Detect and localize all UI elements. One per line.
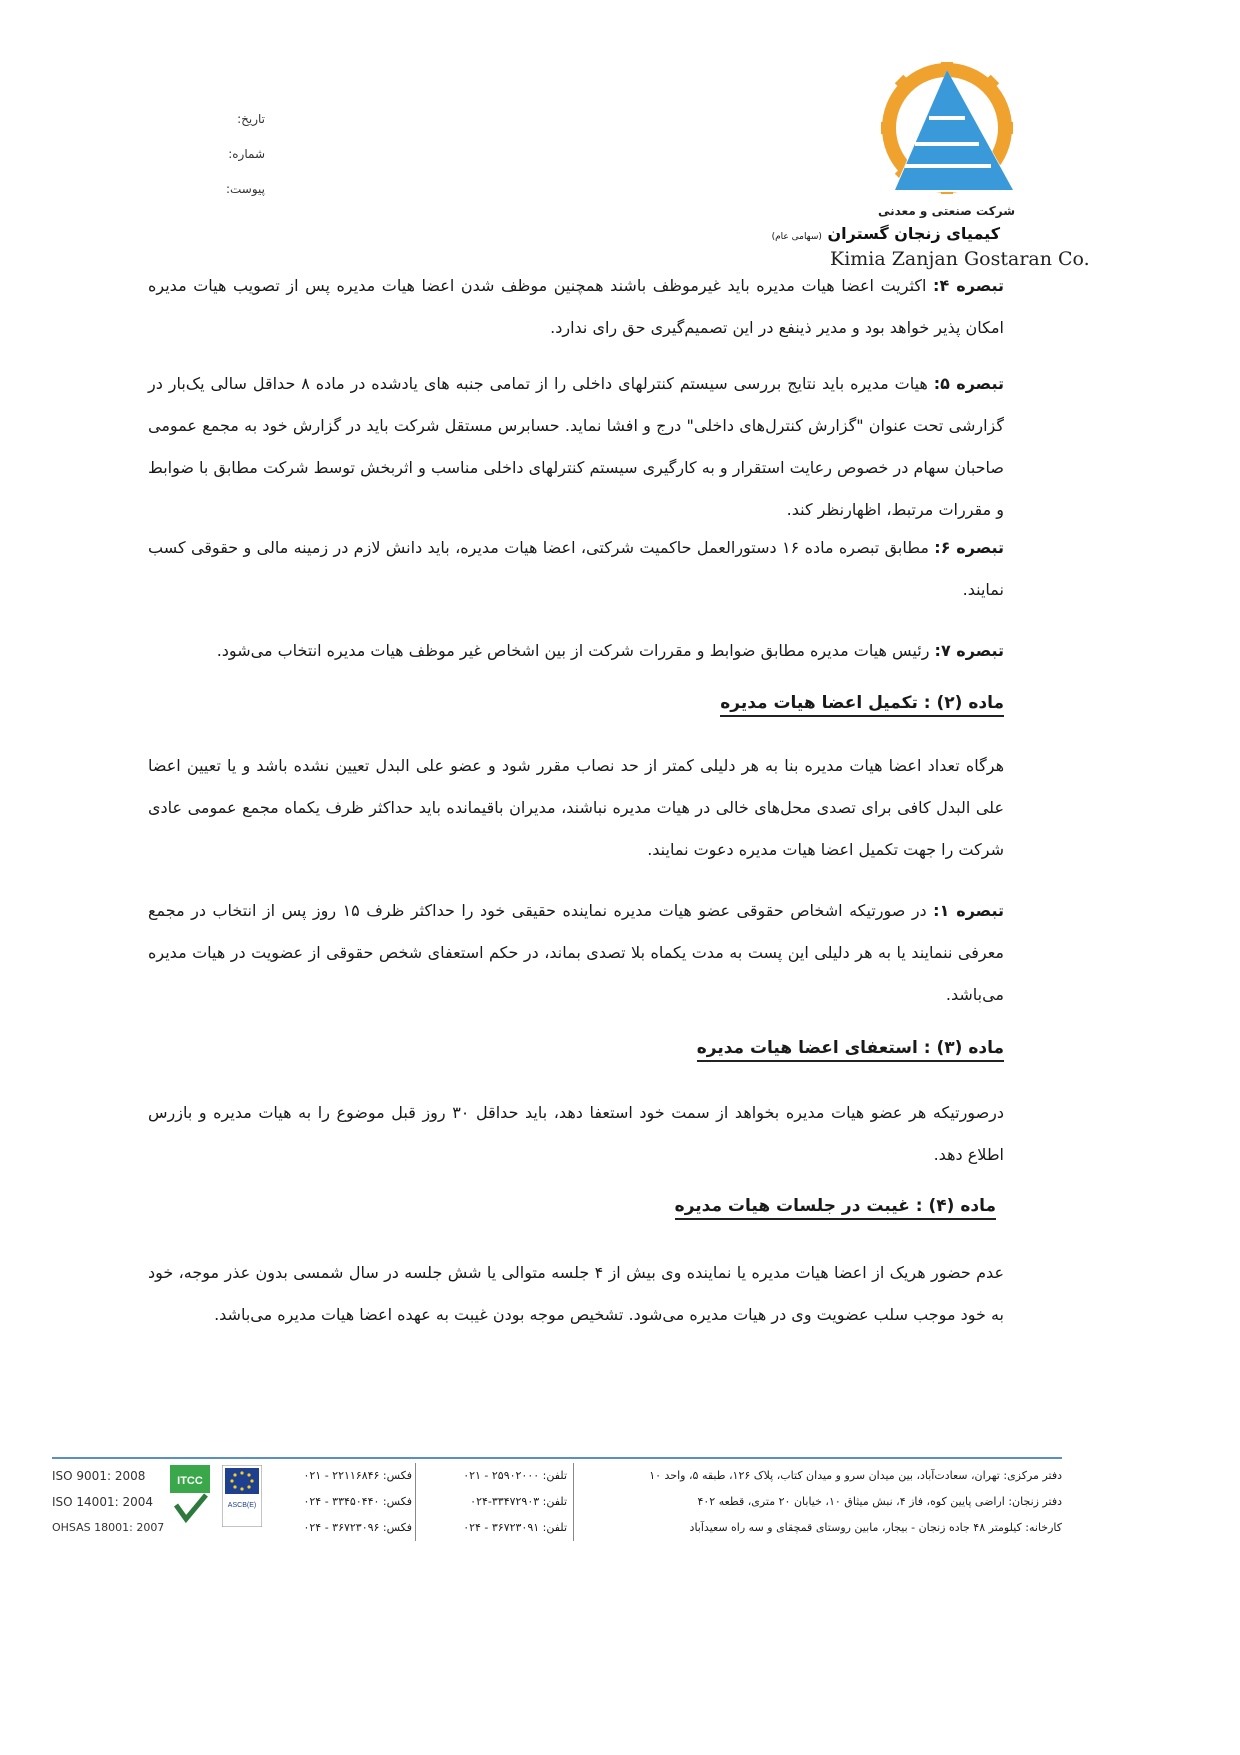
note-6-text: مطابق تبصره ماده ۱۶ دستورالعمل حاکمیت شرکتی، اعضا هیات مدیره، باید دانش لازم در زمینه مالی و حقوقی کسب نمایند. — [148, 538, 1004, 599]
note-5-text: هیات مدیره باید نتایج بررسی سیستم کنترلهای داخلی را از تمامی جنبه های یادشده در ماده ۸ حداقل سالی یک‌بار در گزارشی تحت عنوان "گزارش کنترل‌های داخلی" درج و افشا نماید. حسابرس مستقل شرکت باید در گزارش خود به مجمع عمومی صاحبان سهام در خصوص رعایت استقرار و به کارگیری سیستم کنترلهای داخلی مناسب و اثربخش توسط شرکت مطابق با ضوابط و مقررات مرتبط، اظهارنظر کند. — [148, 374, 1004, 519]
iso-14001: ISO 14001: 2004 — [52, 1495, 153, 1509]
address-zanjan: دفتر زنجان: اراضی پایین کوه، فاز ۴، نبش میثاق ۱۰، خیابان ۲۰ متری، قطعه ۴۰۲ — [697, 1495, 1062, 1508]
fax-factory: فکس: ۳۶۷۲۳۰۹۶ - ۰۲۴ — [303, 1521, 412, 1534]
article-2 — [148, 745, 1004, 871]
article-2-note-1 — [148, 890, 1004, 1016]
article-3 — [148, 1092, 1004, 1176]
note-4 — [148, 265, 1004, 349]
note-4-label: تبصره ۴: — [933, 276, 1004, 295]
iso-9001: ISO 9001: 2008 — [52, 1469, 146, 1483]
article-4 — [148, 1252, 1004, 1336]
article-2-note-1-label: تبصره ۱: — [933, 901, 1004, 920]
footer-iso-standards — [52, 1463, 172, 1541]
note-7-label: تبصره ۷: — [934, 641, 1004, 660]
badge-ascb-label: ASCB(E) — [227, 1502, 257, 1509]
footer-faxes — [262, 1463, 412, 1541]
article-4-text: عدم حضور هریک از اعضا هیات مدیره یا نماینده وی بیش از ۴ جلسه متوالی یا شش جلسه در سال شمسی بدون عذر موجه، خود به خود موجب سلب عضویت وی در هیات مدیره می‌شود. تشخیص موجه بودن غیبت به عهده اعضا هیات مدیره می‌باشد. — [148, 1263, 1004, 1324]
note-7-text: رئیس هیات مدیره مطابق ضوابط و مقررات شرکت از بین اشخاص غیر موظف هیات مدیره انتخاب می‌شود. — [216, 641, 935, 660]
footer-addresses — [562, 1463, 1062, 1541]
article-4-heading-block — [148, 1196, 996, 1220]
note-5 — [148, 363, 1004, 531]
phone-factory: تلفن: ۳۶۷۲۳۰۹۱ - ۰۲۴ — [463, 1521, 567, 1534]
phone-central: تلفن: ۲۵۹۰۲۰۰۰ - ۰۲۱ — [463, 1469, 567, 1482]
attachment-label: پیوست: — [225, 182, 265, 196]
note-5-label: تبصره ۵: — [933, 374, 1004, 393]
article-3-heading-block — [148, 1038, 1004, 1062]
number-label: شماره: — [228, 147, 265, 161]
note-4-text: اکثریت اعضا هیات مدیره باید غیرموظف باشند همچنین موظف شدن اعضا هیات مدیره پس از تصویب هیات مدیره امکان پذیر خواهد بود و مدیر ذینفع در این تصمیم‌گیری حق رای ندارد. — [148, 276, 1004, 337]
logo-company-name — [772, 224, 1000, 243]
company-logo — [771, 60, 1090, 275]
letter-meta — [205, 112, 265, 217]
article-2-note-1-text: در صورتیکه اشخاص حقوقی عضو هیات مدیره نماینده حقیقی خود را حداکثر ظرف ۱۵ روز پس از انتخاب در مجمع معرفی ننمایند یا به هر دلیلی این پست به مدت یکماه بلا تصدی بماند، در حکم استعفای شخص حقوقی از عضویت در هیات مدیره می‌باشد. — [148, 901, 1004, 1004]
article-3-heading: ماده (۳) : استعفای اعضا هیات مدیره — [697, 1038, 1004, 1062]
note-6 — [148, 527, 1004, 611]
article-3-text: درصورتیکه هر عضو هیات مدیره بخواهد از سمت خود استعفا دهد، باید حداقل ۳۰ روز قبل موضوع را به هیات مدیره و بازرس اطلاع دهد. — [148, 1103, 1005, 1164]
badge-itcc-label: ITCC — [177, 1475, 203, 1487]
date-label: تاریخ: — [237, 112, 265, 126]
phone-zanjan: تلفن: ۳۳۴۷۲۹۰۳-۰۲۴ — [470, 1495, 567, 1508]
article-2-heading-block — [148, 693, 1004, 717]
logo-english-name: Kimia Zanjan Gostaran Co. — [830, 248, 1090, 270]
note-6-label: تبصره ۶: — [934, 538, 1005, 557]
itcc-certification-icon — [170, 1465, 210, 1527]
company-type: (سهامی عام) — [771, 232, 822, 242]
article-2-text: هرگاه تعداد اعضا هیات مدیره بنا به هر دلیلی کمتر از حد نصاب مقرر شود و عضو علی البدل تعیین نشده باشد و یا تعیین اعضا علی البدل کافی برای تصدی محل‌های خالی در هیات مدیره نباشند، مدیران باقیمانده باید حداکثر ظرف یکماه مجمع عمومی عادی شرکت را جهت تکمیل اعضا هیات مدیره دعوت نمایند. — [148, 756, 1004, 859]
gear-pyramid-logo-icon — [875, 60, 1025, 200]
note-7 — [148, 630, 1004, 672]
address-central: دفتر مرکزی: تهران، سعادت‌آباد، بین میدان سرو و میدان کتاب، پلاک ۱۲۶، طبقه ۵، واحد ۱۰ — [649, 1469, 1062, 1482]
fax-zanjan: فکس: ۳۳۴۵۰۴۴۰ - ۰۲۴ — [303, 1495, 412, 1508]
company-name-text: کیمیای زنجان گستران — [827, 224, 1000, 243]
article-4-heading: ماده (۴) : غیبت در جلسات هیات مدیره — [675, 1196, 996, 1220]
article-2-heading: ماده (۲) : تکمیل اعضا هیات مدیره — [720, 693, 1004, 717]
footer-phones — [415, 1463, 574, 1541]
logo-subtitle: شرکت صنعتی و معدنی — [877, 204, 1015, 218]
footer-divider — [52, 1457, 1062, 1459]
ohsas-18001: OHSAS 18001: 2007 — [52, 1521, 165, 1534]
fax-central: فکس: ۲۲۱۱۶۸۴۶ - ۰۲۱ — [303, 1469, 412, 1482]
ascb-certification-icon — [222, 1465, 262, 1527]
address-factory: کارخانه: کیلومتر ۴۸ جاده زنجان - بیجار، مابین روستای قمچقای و سه راه سعیدآباد — [689, 1521, 1062, 1534]
